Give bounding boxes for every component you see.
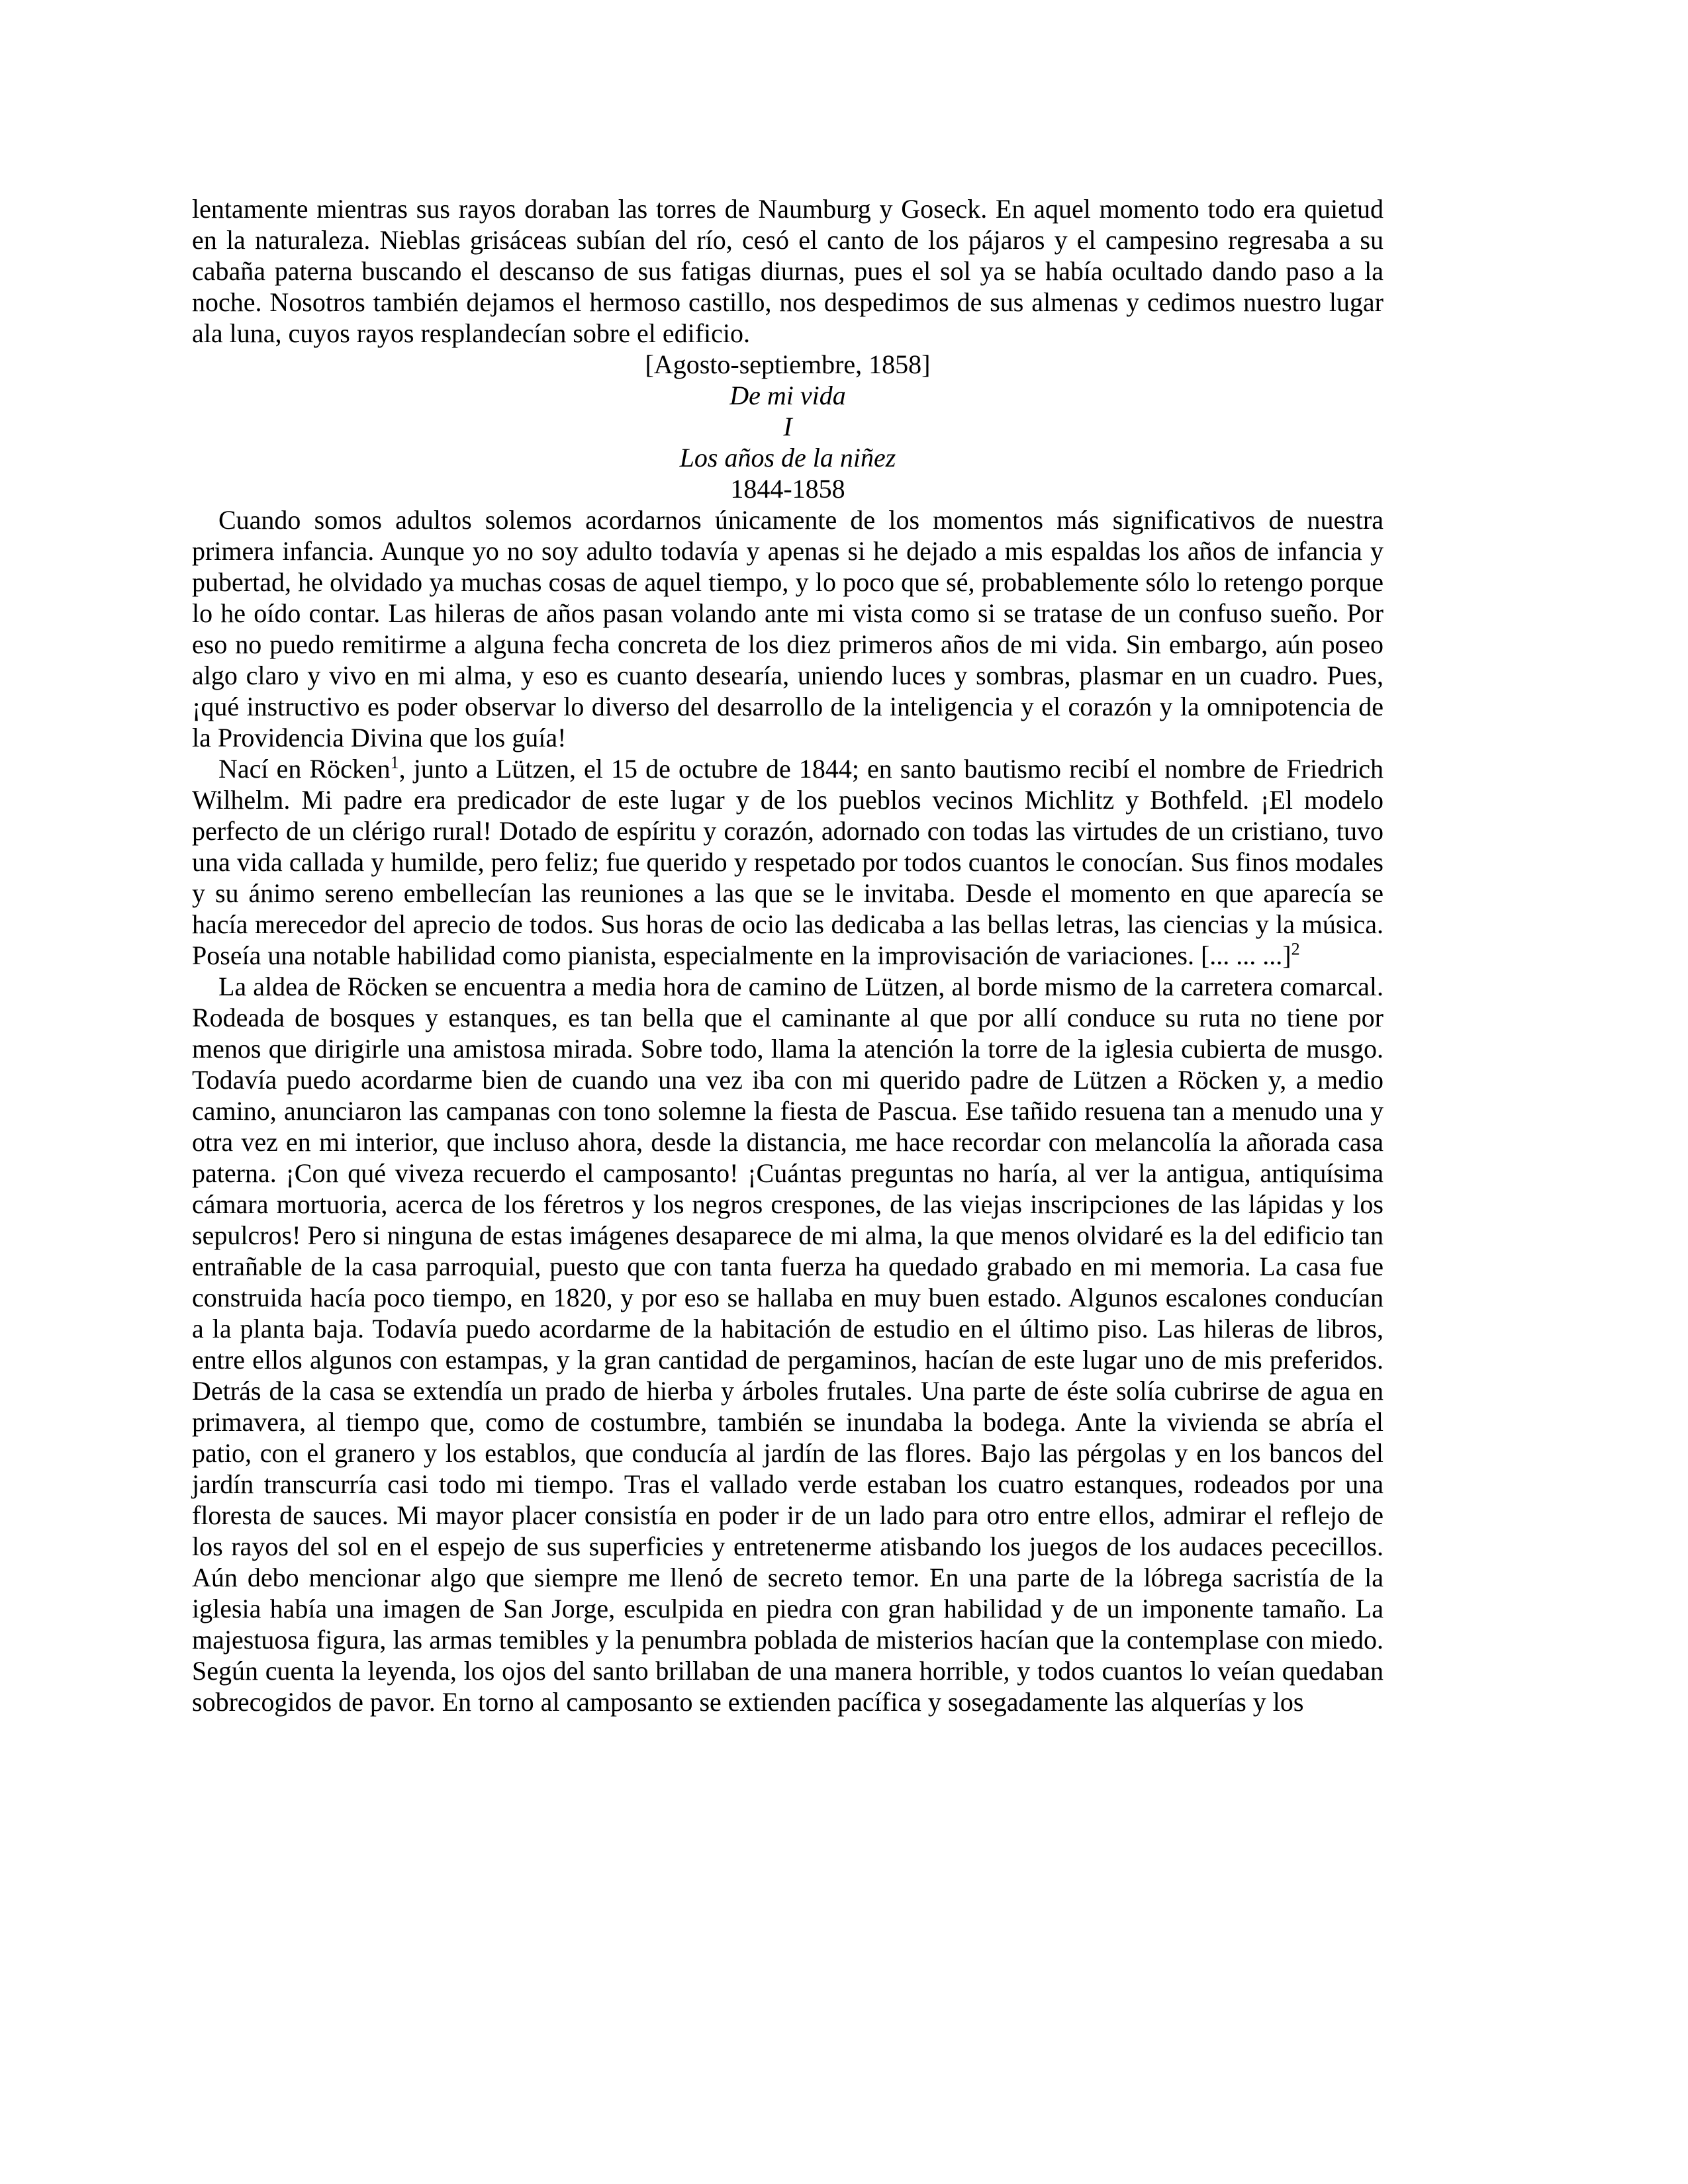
body-paragraph-3: La aldea de Röcken se encuentra a media hora de camino de Lützen, al borde mismo de la carretera comarcal. Rodeada de bosques y estanques, es tan bella que el caminante al que por allí conduce su ruta no tiene por menos que dirigirle una amistosa mirada. Sobre todo, llama la atención la torre de la iglesia cubierta de musgo. Todavía puedo acordarme bien de cuando una vez iba con mi querido padre de Lützen a Röcken y, a medio camino, anunciaron las campanas con tono solemne la fiesta de Pascua. Ese tañido resuena tan a menudo una y otra vez en mi interior, que incluso ahora, desde la distancia, me hace recordar con melancolía la añorada casa paterna. ¡Con qué viveza recuerdo el camposanto! ¡Cuántas preguntas no haría, al ver la antigua, antiquísima cámara mortuoria, acerca de los féretros y los negros crespones, de las viejas inscripciones de las lápidas y los sepulcros! Pero si ninguna de estas imágenes desaparece de mi alma, la que menos olvidaré es la del edificio tan entrañable de la casa parroquial, puesto que con tanta fuerza ha quedado grabado en mi memoria. La casa fue construida hacía poco tiempo, en 1820, y por eso se hallaba en muy buen estado. Algunos escalones conducían a la planta baja. Todavía puedo acordarme de la habitación de estudio en el último piso. Las hileras de libros, entre ellos algunos con estampas, y la gran cantidad de pergaminos, hacían de este lugar uno de mis preferidos. Detrás de la casa se extendía un prado de hierba y árboles frutales. Una parte de éste solía cubrirse de agua en primavera, al tiempo que, como de costumbre, también se inundaba la bodega. Ante la vivienda se abría el patio, con el granero y los establos, que conducía al jardín de las flores. Bajo las pérgolas y en los bancos del jardín transcurría casi todo mi tiempo. Tras el vallado verde estaban los cuatro estanques, rodeados por una floresta de sauces. Mi mayor placer consistía en poder ir de un lado para otro entre ellos, admirar el reflejo de los rayos del sol en el espejo de sus superficies y entretenerme atisbando los juegos de los audaces pececillos. Aún debo mencionar algo que siempre me llenó de secreto temor. En una parte de la lóbrega sacristía de la iglesia había una imagen de San Jorge, esculpida en piedra con gran habilidad y de un imponente tamaño. La majestuosa figura, las armas temibles y la penumbra poblada de misterios hacían que la contemplase con miedo. Según cuenta la leyenda, los ojos del santo brillaban de una manera horrible, y todos cuantos lo veían quedaban sobrecogidos de pavor. En torno al camposanto se extienden pacífica y sosegadamente las alquerías y los xyxy=(192,972,1383,1717)
footnote-ref-1[interactable]: 1 xyxy=(390,752,399,772)
document-page xyxy=(192,193,1383,1717)
body-paragraph-1: Cuando somos adultos solemos acordarnos únicamente de los momentos más significativos de nuestra primera infancia. Aunque yo no soy adulto todavía y apenas si he dejado a mis espaldas los años de infancia y pubertad, he olvidado ya muchas cosas de aquel tiempo, y lo poco que sé, probablemente sólo lo retengo porque lo he oído contar. Las hileras de años pasan volando ante mi vista como si se tratase de un confuso sueño. Por eso no puedo remitirme a alguna fecha concreta de los diez primeros años de mi vida. Sin embargo, aún poseo algo claro y vivo en mi alma, y eso es cuanto desearía, uniendo luces y sombras, plasmar en un cuadro. Pues, ¡qué instructivo es poder observar lo diverso del desarrollo de la inteligencia y el corazón y la omnipotencia de la Providencia Divina que los guía! xyxy=(192,505,1383,752)
part-number: I xyxy=(783,412,792,441)
work-title: De mi vida xyxy=(729,381,846,410)
date-note: [Agosto-septiembre, 1858] xyxy=(645,349,931,379)
paragraph-2-middle: , junto a Lützen, el 15 de octubre de 1844; en santo bautismo recibí el nombre de Friedrich Wilhelm. Mi padre era predicador de este lugar y de los pueblos vecinos Michlitz y Bothfeld. ¡El modelo perfecto de un clérigo rural! Dotado de espíritu y corazón, adornado con todas las virtudes de un cristiano, tuvo una vida callada y humilde, pero feliz; fue querido y respetado por todos cuantos le conocían. Sus finos modales y su ánimo sereno embellecían las reuniones a las que se le invitaba. Desde el momento en que aparecía se hacía merecedor del aprecio de todos. Sus horas de ocio las dedicaba a las bellas letras, las ciencias y la música. Poseía una notable habilidad como pianista, especialmente en la improvisación de variaciones. [... ... ...] xyxy=(192,754,1384,970)
opening-paragraph: lentamente mientras sus rayos doraban las torres de Naumburg y Goseck. En aquel momento todo era quietud en la naturaleza. Nieblas grisáceas subían del río, cesó el canto de los pájaros y el campesino regresaba a su cabaña paterna buscando el descanso de sus fatigas diurnas, pues el sol ya se había ocultado dando paso a la noche. Nosotros también dejamos el hermoso castillo, nos despedimos de sus almenas y cedimos nuestro lugar ala luna, cuyos rayos resplandecían sobre el edificio. xyxy=(192,194,1383,348)
chapter-title: Los años de la niñez xyxy=(679,443,896,473)
paragraph-2-start: Nací en Röcken xyxy=(218,754,391,784)
footnote-ref-2[interactable]: 2 xyxy=(1291,939,1300,959)
body-paragraph-2 xyxy=(192,753,1383,971)
chapter-years: 1844-1858 xyxy=(730,474,845,504)
